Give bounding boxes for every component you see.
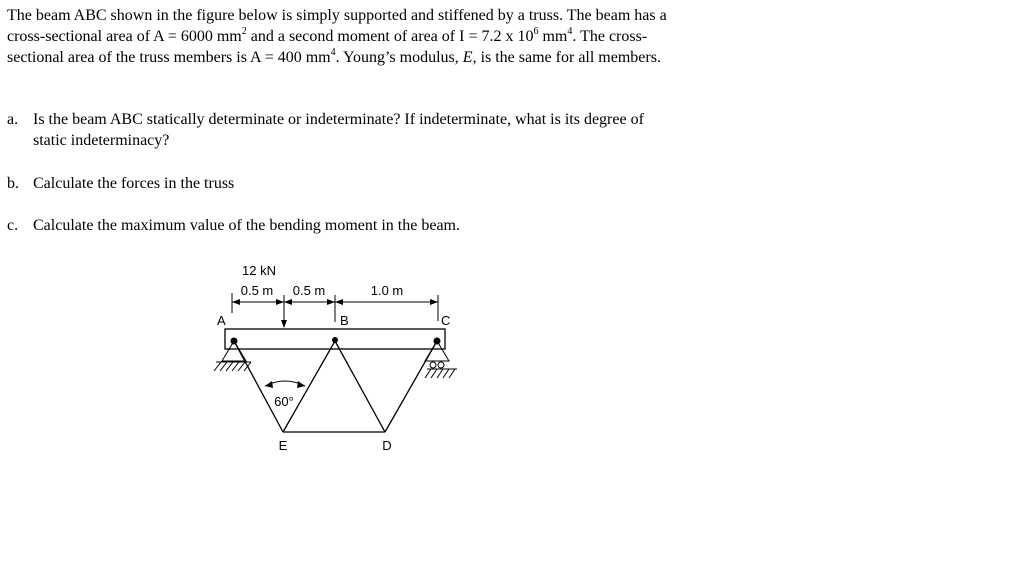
angle-arrow-head: [265, 381, 273, 388]
question-letter: c.: [7, 217, 19, 234]
beam-truss-figure: [205, 258, 475, 458]
problem-statement: [7, 5, 687, 234]
dimension-label: 1.0 m: [370, 283, 404, 298]
roller-support: [425, 338, 457, 378]
question-a: [7, 109, 663, 151]
angle-arrow-head: [297, 381, 305, 388]
pinned-support: [214, 338, 251, 371]
load-arrow-head: [281, 320, 287, 328]
problem-intro: The beam ABC shown in the figure below is simply supported and stiffened by a truss. The beam has a cross-sectional area of A = 6000 $mm^2$ and a second moment of area of I = 7.2 x $10^6$ $mm^4$. The cross-sectional area of the truss members is A = 400 $mm^4$. Young’s modulus, E, is the same for all members.: [7, 7, 667, 66]
node-label-b: B: [340, 313, 349, 328]
angle-label: 60°: [274, 394, 294, 409]
node-label-a: A: [217, 313, 226, 328]
question-c: [7, 215, 663, 236]
dimension-label: 0.5 m: [292, 283, 326, 298]
dimension-label: 0.5 m: [240, 283, 274, 298]
question-letter: b.: [7, 175, 19, 192]
question-text: Calculate the forces in the truss: [33, 175, 235, 192]
question-text: Calculate the maximum value of the bending moment in the beam.: [33, 217, 460, 234]
truss-members: [234, 341, 437, 432]
question-text: Is the beam ABC statically determinate or indeterminate? If indeterminate, what is its degree of static indeterminacy?: [33, 111, 644, 149]
question-letter: a.: [7, 111, 19, 128]
load-label: 12 kN: [242, 263, 276, 278]
truss-joint: [332, 337, 338, 343]
node-label-e: E: [278, 438, 288, 453]
node-label-d: D: [382, 438, 392, 453]
node-label-c: C: [441, 313, 451, 328]
question-b: [7, 173, 663, 194]
beam-truss-diagram: [205, 258, 475, 458]
